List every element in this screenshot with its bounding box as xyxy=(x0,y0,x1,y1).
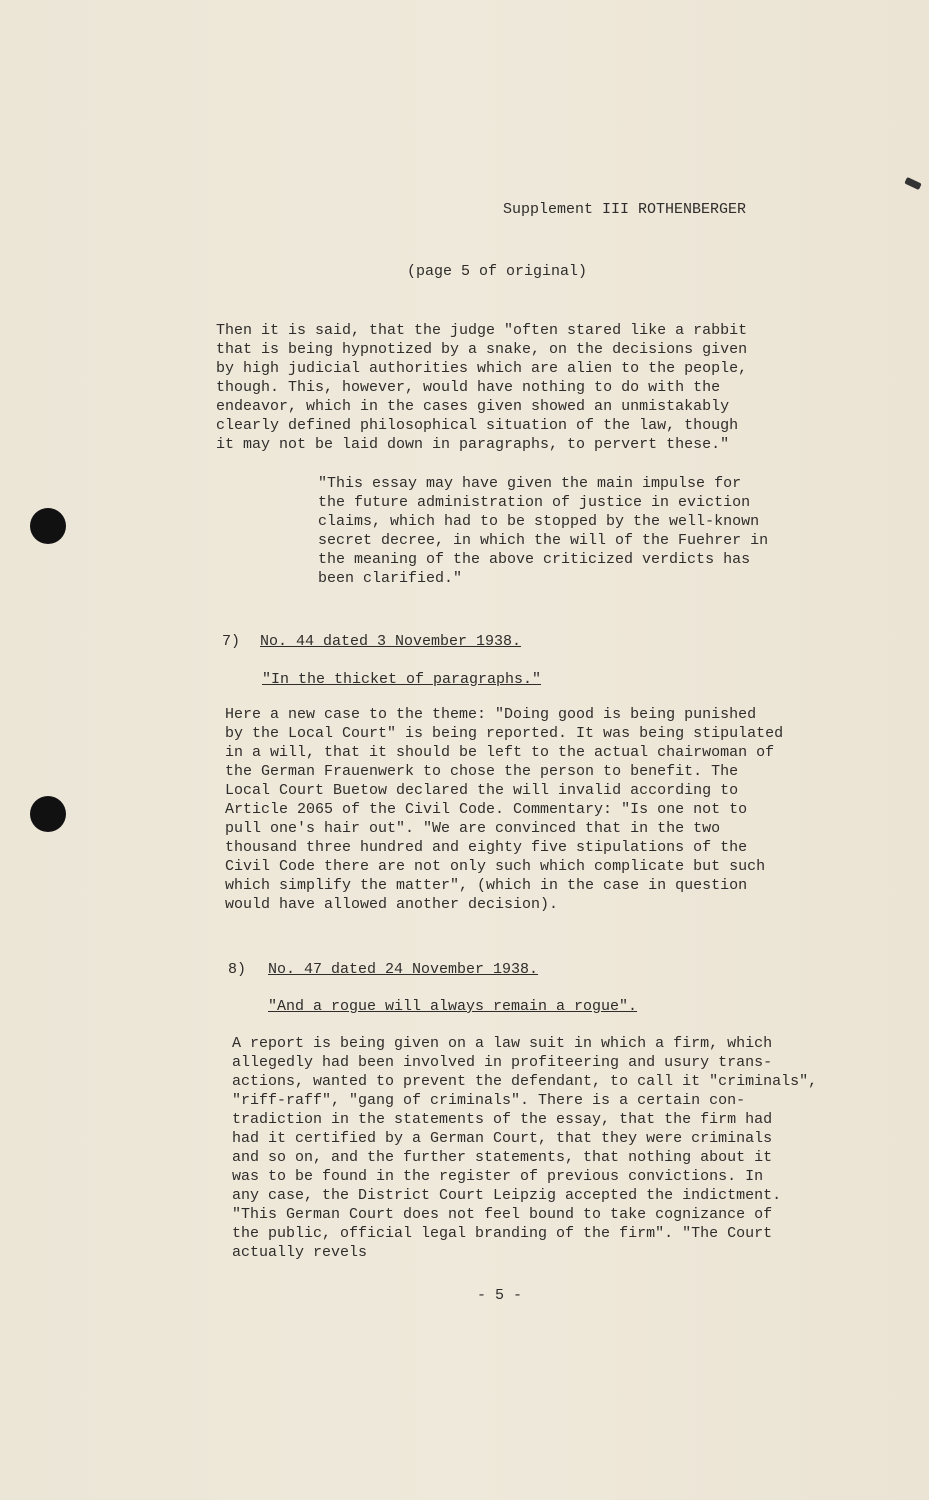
ink-mark xyxy=(904,177,921,190)
section-8-line: actually revels xyxy=(232,1244,368,1261)
section-7-line: would have allowed another decision). xyxy=(225,896,559,913)
quote-line: the future administration of justice in eviction xyxy=(318,494,751,511)
section-8-line: was to be found in the register of previous convictions. In xyxy=(232,1168,764,1185)
section-8-reference: No. 47 dated 24 November 1938. xyxy=(268,961,539,978)
section-8-line: A report is being given on a law suit in which a firm, which xyxy=(232,1035,773,1052)
para1-line: endeavor, which in the cases given showed an unmistakably xyxy=(216,398,730,415)
para1-line: Then it is said, that the judge "often stared like a rabbit xyxy=(216,322,748,339)
quote-line: claims, which had to be stopped by the well-known xyxy=(318,513,760,530)
section-8-line: "This German Court does not feel bound to take cognizance of xyxy=(232,1206,773,1223)
section-7-line: thousand three hundred and eighty five stipulations of the xyxy=(225,839,748,856)
section-7-title: "In the thicket of paragraphs." xyxy=(262,671,542,688)
section-8-line: the public, official legal branding of the firm". "The Court xyxy=(232,1225,773,1242)
section-8-line: actions, wanted to prevent the defendant, to call it "criminals", xyxy=(232,1073,818,1090)
para1-line: that is being hypnotized by a snake, on the decisions given xyxy=(216,341,748,358)
section-7-line: by the Local Court" is being reported. It was being stipulated xyxy=(225,725,784,742)
para1-line: it may not be laid down in paragraphs, to pervert these." xyxy=(216,436,730,453)
quote-line: secret decree, in which the will of the Fuehrer in xyxy=(318,532,769,549)
section-7-line: Here a new case to the theme: "Doing good is being punished xyxy=(225,706,757,723)
section-8-title: "And a rogue will always remain a rogue". xyxy=(268,998,638,1015)
section-8-line: any case, the District Court Leipzig accepted the indictment. xyxy=(232,1187,782,1204)
section-7-line: Local Court Buetow declared the will invalid according to xyxy=(225,782,739,799)
punch-hole xyxy=(30,796,66,832)
page-of-original: (page 5 of original) xyxy=(407,263,588,280)
supplement-header: Supplement III ROTHENBERGER xyxy=(503,201,747,218)
section-7-reference: No. 44 dated 3 November 1938. xyxy=(260,633,522,650)
section-7-line: in a will, that it should be left to the actual chairwoman of xyxy=(225,744,775,761)
section-8-number: 8) xyxy=(228,961,247,978)
para1-line: by high judicial authorities which are alien to the people, xyxy=(216,360,748,377)
quote-line: the meaning of the above criticized verdicts has xyxy=(318,551,751,568)
para1-line: clearly defined philosophical situation of the law, though xyxy=(216,417,739,434)
quote-line: been clarified." xyxy=(318,570,463,587)
section-8-line: allegedly had been involved in profiteering and usury trans- xyxy=(232,1054,773,1071)
section-8-line: "riff-raff", "gang of criminals". There is a certain con- xyxy=(232,1092,746,1109)
section-8-line: and so on, and the further statements, that nothing about it xyxy=(232,1149,773,1166)
section-8-line: had it certified by a German Court, that they were criminals xyxy=(232,1130,773,1147)
section-7-line: pull one's hair out". "We are convinced that in the two xyxy=(225,820,721,837)
para1-line: though. This, however, would have nothing to do with the xyxy=(216,379,721,396)
section-8-line: tradiction in the statements of the essay, that the firm had xyxy=(232,1111,773,1128)
quote-line: "This essay may have given the main impulse for xyxy=(318,475,742,492)
section-7-line: Article 2065 of the Civil Code. Commentary: "Is one not to xyxy=(225,801,748,818)
section-7-line: Civil Code there are not only such which complicate but such xyxy=(225,858,766,875)
section-7-number: 7) xyxy=(222,633,241,650)
section-7-line: the German Frauenwerk to chose the person to benefit. The xyxy=(225,763,739,780)
section-7-line: which simplify the matter", (which in the case in question xyxy=(225,877,748,894)
punch-hole xyxy=(30,508,66,544)
page-number: - 5 - xyxy=(477,1287,523,1304)
